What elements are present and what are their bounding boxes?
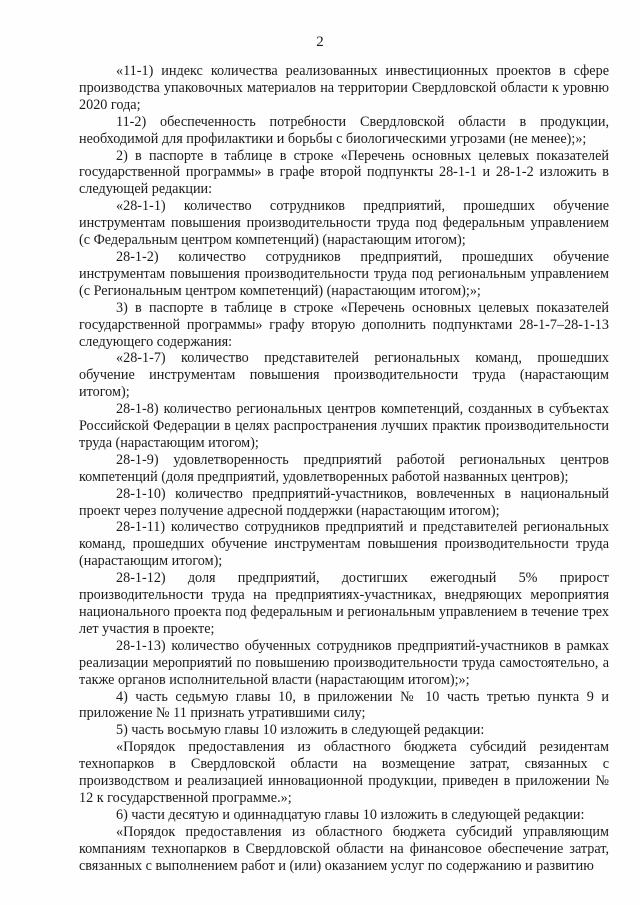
paragraph-28-1-1: «28-1-1) количество сотрудников предприятий, прошедших обучение инструментам повышения производительности труда под федеральным управлением (с Федеральным центром компетенций) (нарастающим итогом);: [79, 198, 609, 249]
paragraph-28-1-2: 28-1-2) количество сотрудников предприятий, прошедших обучение инструментам повышения производительности труда под региональным управлением (с Региональным центром компетенций) (нарастающим итогом);»;: [79, 248, 609, 299]
paragraph-28-1-9: 28-1-9) удовлетворенность предприятий работой региональных центров компетенций (доля предприятий, удовлетворенных работой названных центров);: [79, 451, 609, 485]
paragraph-28-1-12: 28-1-12) доля предприятий, достигших ежегодный 5% прирост производительности труда на предприятиях-участниках, внедряющих мероприятия национального проекта под федеральным и региональным управлением в течение трех лет участия в проекте;: [79, 570, 609, 637]
paragraph-technopark-management-subsidy: «Порядок предоставления из областного бюджета субсидий управляющим компаниям технопарков в Свердловской области на финансовое обеспечение затрат, связанных с выполнением работ и (или) оказанием услуг по содержанию и развитию: [79, 823, 609, 874]
paragraph-item-6: 6) части десятую и одиннадцатую главы 10 изложить в следующей редакции:: [116, 806, 585, 823]
paragraph-item-4: 4) часть седьмую главы 10, в приложении № 10 часть третью пункта 9 и приложение № 11 признать утратившими силу;: [79, 688, 609, 722]
paragraph-28-1-10: 28-1-10) количество предприятий-участников, вовлеченных в национальный проект через получение адресной поддержки (нарастающим итогом);: [79, 485, 609, 519]
paragraph-11-1: «11-1) индекс количества реализованных инвестиционных проектов в сфере производства упаковочных материалов на территории Свердловской области к уровню 2020 года;: [79, 63, 609, 113]
paragraph-item-2: 2) в паспорте в таблице в строке «Перечень основных целевых показателей государственной программы» в графе второй подпункты 28-1-1 и 28-1-2 изложить в следующей редакции:: [79, 147, 609, 198]
paragraph-28-1-13: 28-1-13) количество обученных сотрудников предприятий-участников в рамках реализации мероприятий по повышению производительности труда самостоятельно, а также органов исполнительной власти (нарастающим итогом);»;: [79, 637, 609, 688]
document-body: [79, 63, 609, 875]
page-number: 2: [316, 34, 324, 50]
paragraph-item-5: 5) часть восьмую главы 10 изложить в следующей редакции:: [116, 722, 485, 739]
paragraph-28-1-8: 28-1-8) количество региональных центров компетенций, созданных в субъектах Российской Федерации в целях распространения лучших практик производительности труда (нарастающим итогом);: [79, 401, 609, 451]
paragraph-technopark-residents-subsidy: «Порядок предоставления из областного бюджета субсидий резидентам технопарков в Свердловской области на возмещение затрат, связанных с производством и реализацией инновационной продукции, приведен в приложении № 12 к государственной программе.»;: [79, 739, 609, 806]
paragraph-11-2: 11-2) обеспеченность потребности Свердловской области в продукции, необходимой для профилактики и борьбы с биологическими угрозами (не менее);»;: [79, 113, 609, 147]
paragraph-item-3: 3) в паспорте в таблице в строке «Перечень основных целевых показателей государственной программы» графу вторую дополнить подпунктами 28-1-7–28-1-13 следующего содержания:: [79, 299, 609, 350]
paragraph-28-1-11: 28-1-11) количество сотрудников предприятий и представителей региональных команд, прошедших обучение инструментам повышения производительности труда (нарастающим итогом);: [79, 519, 609, 570]
paragraph-28-1-7: «28-1-7) количество представителей региональных команд, прошедших обучение инструментам повышения производительности труда (нарастающим итогом);: [79, 350, 609, 401]
